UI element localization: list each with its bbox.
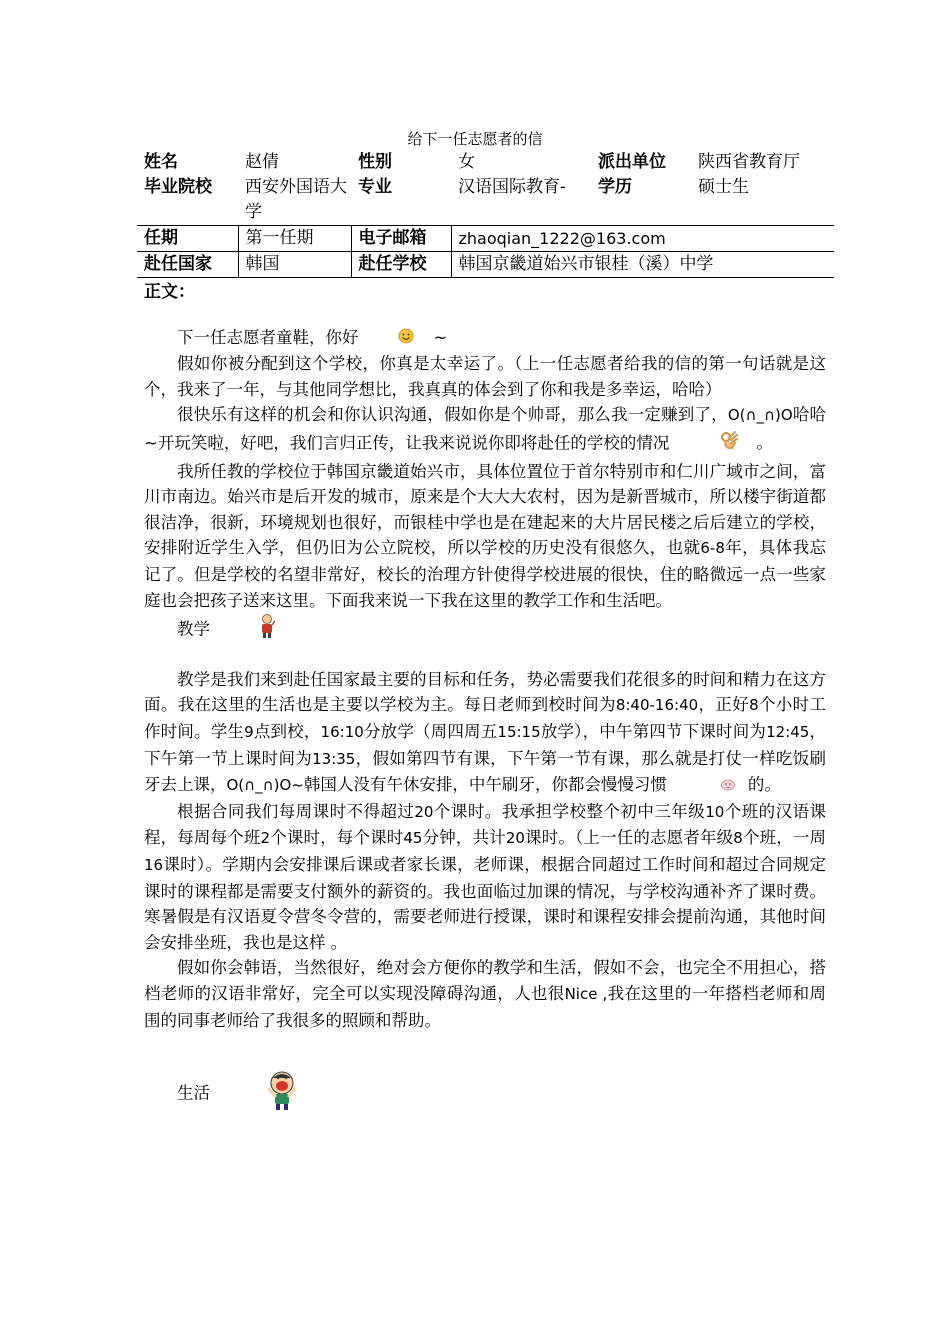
intro-text-a: 很快乐有这样的机会和你认识沟通，假如你是个帅哥，那么我一定赚到了，: [177, 405, 728, 425]
info-row-1: [137, 150, 834, 175]
name-value: 赵倩: [245, 152, 279, 172]
sched-lunch-end: 13:35: [312, 749, 356, 768]
paragraph-lucky: 假如你被分配到这个学校，你真是太幸运了。（上一任志愿者给我的信的第一句话就是这个，我来了一年，与其他同学想比，我真真的体会到了你和我是多幸运，哈哈）: [144, 354, 826, 399]
school-value: 西安外国语大学: [245, 177, 347, 222]
greeting-tail: ~: [433, 328, 448, 347]
volunteer-info-table: [137, 150, 834, 278]
paragraph-korean: [144, 955, 826, 1033]
intro-tail: 。: [756, 433, 773, 453]
unit-label: 派出单位: [598, 152, 666, 172]
major-label: 专业: [358, 177, 392, 197]
course-a: 根据合同我们每周课时不得超过: [177, 801, 415, 821]
body-label: 正文：: [144, 282, 195, 302]
sched-c: 个小时工作时间。学生: [144, 695, 827, 742]
info-row-4: [137, 252, 834, 278]
post-value: 韩国京畿道始兴市银桂（溪）中学: [451, 252, 834, 278]
rice-ball-icon: [687, 773, 736, 799]
course-per-class: 2: [260, 829, 271, 848]
sched-thu-fri: 15:15: [497, 723, 541, 742]
sched-b: ，正好: [698, 695, 750, 715]
major-value: 汉语国际教育-: [458, 177, 566, 197]
letter-title: 给下一任志愿者的信: [407, 130, 543, 148]
sched-f: 放学），中午第四节下课时间为: [540, 722, 767, 742]
sched-e: 分放学（周四周五: [363, 722, 498, 742]
intro-emoticon: O(∩_∩)O: [727, 406, 793, 425]
course-g: 个班，一周: [742, 828, 827, 848]
school-label: 毕业院校: [144, 177, 212, 197]
sched-d: 点到校，: [253, 722, 321, 742]
teaching-heading-text: 教学: [177, 619, 210, 639]
gender-value: 女: [458, 152, 475, 172]
degree-label: 学历: [598, 177, 632, 197]
course-d: 个课时，每个课时: [270, 828, 404, 848]
school-text-a: 我所任教的学校位于韩国京畿道始兴市，具体位置位于首尔特别市和仁川广域市之间，富川市南边。始兴市是后开发的城市，原来是个大大大农村，因为是新晋城市，所以楼宇街道都很洁净，很新，环境规划也很好，而银桂中学也是在建起来的大片居民楼之后后建立的学校，安排附近学生入学，但仍旧为公立院校，所以学校的历史没有很悠久，也就: [144, 461, 826, 558]
info-row-2: [137, 175, 834, 226]
paragraph-intro: [144, 402, 826, 458]
info-row-3: [137, 226, 834, 252]
term-value: 第一任期: [238, 226, 351, 252]
letter-body: [144, 325, 826, 1119]
sched-i: 韩国人没有午休安排，中午刷牙，你都会慢慢习惯: [303, 775, 667, 795]
sched-a: 教学是我们来到赴任国家最主要的目标和任务，势必需要我们花很多的时间和精力在这方面。我在这里的生活也是主要以学校为主。每日老师到校时间为: [144, 669, 826, 715]
sched-tail: 的。: [747, 775, 781, 795]
korean-a: 假如你会韩语，当然很好，绝对会方便你的教学和生活，假如不会，也完全不用担心，搭档老师的汉语非常好，完全可以实现没障碍沟通，人也很: [144, 958, 826, 1003]
course-max: 20: [414, 802, 434, 821]
sched-g: ，下午第一节上课时间为: [144, 722, 827, 768]
course-minutes: 45: [403, 829, 423, 848]
sched-emoticon: O(∩_∩)O~: [226, 776, 304, 795]
life-heading-text: 生活: [177, 1083, 210, 1103]
course-c: 个班的汉语课程，每周每个班: [144, 801, 827, 848]
course-prev-classes: 8: [733, 829, 743, 848]
life-heading: [144, 1069, 826, 1119]
laughing-figure-icon: [232, 1069, 299, 1119]
email-label: 电子邮箱: [351, 226, 451, 252]
country-value: 韩国: [238, 252, 351, 278]
email-value[interactable]: zhaoqian_1222@163.com: [451, 226, 834, 252]
sched-work-hours: 8:40-16:40: [615, 696, 699, 715]
course-f: 课时。（上一任的志愿者年级: [524, 828, 734, 848]
paragraph-courses: [144, 799, 826, 956]
korean-c: 我在这里的一年搭档老师和周围的同事老师给了我很多的照顾和帮助。: [144, 983, 827, 1030]
course-h: 课时）。学期内会安排课后课或者家长课，老师课，根据合同超过工作时间和超过合同规定课时的课程都是需要支付额外的薪资的。我也面临过加课的情况，与学校沟通补齐了课时费。寒暑假是有汉语夏令营冬令营的，需要老师进行授课，课时和课程安排会提前沟通，其他时间会安排坐班，我也是这样 。: [144, 854, 826, 952]
course-b: 个课时。我承担学校整个初中三年级: [433, 801, 706, 821]
sched-lunch-start: 12:45: [766, 723, 810, 742]
course-classes: 10: [705, 802, 725, 821]
intro-text-c: 哈哈~开玩笑啦，好吧，我们言归正传，让我来说说你即将赴任的学校的情况: [144, 405, 827, 453]
smiley-face-icon: [365, 326, 414, 352]
course-total: 20: [505, 829, 525, 848]
paragraph-school: [144, 459, 826, 614]
paragraph-teaching-schedule: [144, 667, 826, 799]
greeting-paragraph: [144, 325, 826, 351]
sched-h: ，假如第四节有课，下午第一节有课，那么就是打仗一样吃饭刷牙去上课，: [144, 748, 827, 795]
school-text-c: 年，具体我忘记了。但是学校的名望非常好，校长的治理方针使得学校进展的很快，住的略微远一点一些家庭也会把孩子送来这里。下面我来说一下我在这里的教学工作和生活吧。: [144, 538, 827, 610]
country-label: 赴任国家: [137, 252, 238, 278]
name-label: 姓名: [144, 152, 178, 172]
sched-hours: 8: [749, 696, 759, 715]
teaching-heading: [144, 613, 826, 647]
gender-label: 性别: [358, 152, 392, 172]
teacher-figure-icon: [224, 613, 277, 647]
course-e: 分钟，共计: [422, 828, 506, 848]
greeting-text: 下一任志愿者童鞋，你好: [177, 328, 359, 347]
ok-hand-icon: [685, 429, 740, 459]
degree-value: 硕士生: [698, 177, 749, 197]
course-prev-hours: 16: [144, 855, 164, 874]
sched-dismiss: 16:10: [320, 723, 364, 742]
post-label: 赴任学校: [351, 252, 451, 278]
term-label: 任期: [137, 226, 238, 252]
sched-arrive: 9: [244, 723, 254, 742]
korean-nice: Nice ,: [564, 984, 608, 1003]
school-years: 6-8: [700, 539, 725, 558]
unit-value: 陕西省教育厅: [698, 152, 800, 172]
